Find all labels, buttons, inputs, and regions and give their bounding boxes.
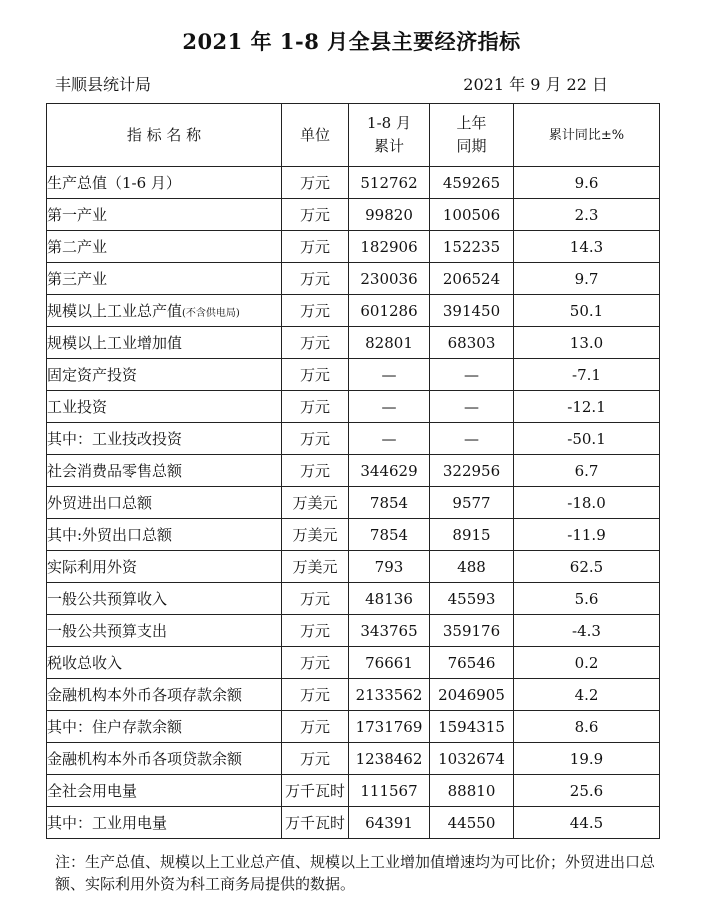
row-unit: 万元 bbox=[282, 615, 349, 647]
row-name: 第一产业 bbox=[47, 199, 282, 231]
row-cumulative: 76661 bbox=[349, 647, 430, 679]
row-name: 固定资产投资 bbox=[47, 359, 282, 391]
row-previous: 391450 bbox=[430, 295, 514, 327]
row-yoy: 13.0 bbox=[514, 327, 660, 359]
row-yoy: 14.3 bbox=[514, 231, 660, 263]
row-yoy: 2.3 bbox=[514, 199, 660, 231]
row-cumulative: 64391 bbox=[349, 807, 430, 839]
row-cumulative: 601286 bbox=[349, 295, 430, 327]
row-name: 第三产业 bbox=[47, 263, 282, 295]
row-unit: 万元 bbox=[282, 263, 349, 295]
row-previous: 206524 bbox=[430, 263, 514, 295]
table-header-row bbox=[47, 104, 660, 167]
row-previous: 88810 bbox=[430, 775, 514, 807]
table-row bbox=[47, 423, 660, 455]
row-yoy: 4.2 bbox=[514, 679, 660, 711]
row-yoy: 19.9 bbox=[514, 743, 660, 775]
row-unit: 万元 bbox=[282, 455, 349, 487]
header-unit: 单位 bbox=[282, 104, 349, 167]
table-row bbox=[47, 615, 660, 647]
row-yoy: 9.6 bbox=[514, 167, 660, 199]
header-previous-year bbox=[430, 104, 514, 167]
header-cumulative-line2: 累计 bbox=[373, 137, 404, 155]
row-cumulative: — bbox=[349, 391, 430, 423]
row-unit: 万元 bbox=[282, 231, 349, 263]
row-name: 其中：工业用电量 bbox=[47, 807, 282, 839]
table-row bbox=[47, 327, 660, 359]
row-name: 规模以上工业增加值 bbox=[47, 327, 282, 359]
row-previous: 459265 bbox=[430, 167, 514, 199]
row-cumulative: 1238462 bbox=[349, 743, 430, 775]
row-name: 其中：住户存款余额 bbox=[47, 711, 282, 743]
row-unit: 万元 bbox=[282, 583, 349, 615]
row-cumulative: 111567 bbox=[349, 775, 430, 807]
row-unit: 万元 bbox=[282, 647, 349, 679]
row-cumulative: 182906 bbox=[349, 231, 430, 263]
indicator-table bbox=[46, 103, 660, 839]
header-previous-line1: 上年 bbox=[456, 114, 487, 132]
row-unit: 万元 bbox=[282, 327, 349, 359]
row-unit: 万元 bbox=[282, 167, 349, 199]
row-unit: 万元 bbox=[282, 743, 349, 775]
row-previous: 1032674 bbox=[430, 743, 514, 775]
row-yoy: -4.3 bbox=[514, 615, 660, 647]
row-previous: 76546 bbox=[430, 647, 514, 679]
table-row bbox=[47, 743, 660, 775]
row-previous: 9577 bbox=[430, 487, 514, 519]
table-row bbox=[47, 295, 660, 327]
row-cumulative: 7854 bbox=[349, 519, 430, 551]
row-previous: — bbox=[430, 359, 514, 391]
row-name: 社会消费品零售总额 bbox=[47, 455, 282, 487]
row-cumulative: 230036 bbox=[349, 263, 430, 295]
table-row bbox=[47, 455, 660, 487]
table-row bbox=[47, 583, 660, 615]
row-previous: 1594315 bbox=[430, 711, 514, 743]
row-unit: 万元 bbox=[282, 295, 349, 327]
row-cumulative: 343765 bbox=[349, 615, 430, 647]
table-row bbox=[47, 167, 660, 199]
row-name: 第二产业 bbox=[47, 231, 282, 263]
row-unit: 万元 bbox=[282, 679, 349, 711]
row-name: 外贸进出口总额 bbox=[47, 487, 282, 519]
row-name: 金融机构本外币各项贷款余额 bbox=[47, 743, 282, 775]
row-name: 金融机构本外币各项存款余额 bbox=[47, 679, 282, 711]
row-yoy: 5.6 bbox=[514, 583, 660, 615]
row-previous: 8915 bbox=[430, 519, 514, 551]
row-cumulative: 48136 bbox=[349, 583, 430, 615]
table-row bbox=[47, 487, 660, 519]
row-yoy: 62.5 bbox=[514, 551, 660, 583]
table-row bbox=[47, 391, 660, 423]
row-previous: — bbox=[430, 391, 514, 423]
table-row bbox=[47, 263, 660, 295]
table-row bbox=[47, 551, 660, 583]
footnote: 注：生产总值、规模以上工业总产值、规模以上工业增加值增速均为可比价；外贸进出口总额、实际利用外资为科工商务局提供的数据。 bbox=[55, 853, 656, 893]
row-previous: 2046905 bbox=[430, 679, 514, 711]
row-previous: — bbox=[430, 423, 514, 455]
row-previous: 359176 bbox=[430, 615, 514, 647]
row-cumulative: 344629 bbox=[349, 455, 430, 487]
row-unit: 万美元 bbox=[282, 519, 349, 551]
table-row bbox=[47, 775, 660, 807]
row-name-cell bbox=[47, 295, 282, 327]
row-cumulative: — bbox=[349, 423, 430, 455]
table-row bbox=[47, 199, 660, 231]
table-row bbox=[47, 647, 660, 679]
row-cumulative: 82801 bbox=[349, 327, 430, 359]
row-cumulative: — bbox=[349, 359, 430, 391]
header-previous-line2: 同期 bbox=[456, 137, 487, 155]
row-cumulative: 793 bbox=[349, 551, 430, 583]
row-yoy: -12.1 bbox=[514, 391, 660, 423]
row-unit: 万元 bbox=[282, 423, 349, 455]
report-date: 2021 年 9 月 22 日 bbox=[463, 75, 608, 94]
table-row bbox=[47, 359, 660, 391]
row-unit: 万元 bbox=[282, 199, 349, 231]
row-unit: 万元 bbox=[282, 391, 349, 423]
row-unit: 万美元 bbox=[282, 487, 349, 519]
row-yoy: 44.5 bbox=[514, 807, 660, 839]
row-name: 其中：工业技改投资 bbox=[47, 423, 282, 455]
table-row bbox=[47, 679, 660, 711]
header-indicator-name: 指 标 名 称 bbox=[47, 104, 282, 167]
row-name-note: (不含供电局) bbox=[182, 308, 240, 319]
row-cumulative: 2133562 bbox=[349, 679, 430, 711]
header-cumulative bbox=[349, 104, 430, 167]
row-name: 其中:外贸出口总额 bbox=[47, 519, 282, 551]
row-unit: 万元 bbox=[282, 711, 349, 743]
table-row bbox=[47, 711, 660, 743]
row-previous: 45593 bbox=[430, 583, 514, 615]
row-yoy: -11.9 bbox=[514, 519, 660, 551]
row-name: 规模以上工业总产值 bbox=[47, 302, 183, 320]
row-cumulative: 512762 bbox=[349, 167, 430, 199]
table-row bbox=[47, 519, 660, 551]
row-name: 税收总收入 bbox=[47, 647, 282, 679]
header-yoy-change: 累计同比±% bbox=[514, 104, 660, 167]
row-unit: 万元 bbox=[282, 359, 349, 391]
row-previous: 44550 bbox=[430, 807, 514, 839]
row-name: 一般公共预算支出 bbox=[47, 615, 282, 647]
row-cumulative: 1731769 bbox=[349, 711, 430, 743]
row-yoy: -7.1 bbox=[514, 359, 660, 391]
row-unit: 万美元 bbox=[282, 551, 349, 583]
row-yoy: -50.1 bbox=[514, 423, 660, 455]
row-yoy: 9.7 bbox=[514, 263, 660, 295]
table-row bbox=[47, 807, 660, 839]
header-cumulative-line1: 1-8 月 bbox=[367, 114, 411, 132]
row-name: 生产总值（1-6 月） bbox=[47, 167, 282, 199]
row-name: 一般公共预算收入 bbox=[47, 583, 282, 615]
row-yoy: 0.2 bbox=[514, 647, 660, 679]
table-row bbox=[47, 231, 660, 263]
row-unit: 万千瓦时 bbox=[282, 807, 349, 839]
row-yoy: 25.6 bbox=[514, 775, 660, 807]
row-yoy: 8.6 bbox=[514, 711, 660, 743]
row-previous: 68303 bbox=[430, 327, 514, 359]
issuing-organization: 丰顺县统计局 bbox=[55, 75, 152, 94]
row-name: 工业投资 bbox=[47, 391, 282, 423]
page-title: 2021 年 1-8 月全县主要经济指标 bbox=[182, 29, 521, 54]
row-name: 全社会用电量 bbox=[47, 775, 282, 807]
row-previous: 100506 bbox=[430, 199, 514, 231]
row-yoy: 50.1 bbox=[514, 295, 660, 327]
row-yoy: -18.0 bbox=[514, 487, 660, 519]
row-yoy: 6.7 bbox=[514, 455, 660, 487]
row-cumulative: 99820 bbox=[349, 199, 430, 231]
row-previous: 322956 bbox=[430, 455, 514, 487]
row-previous: 152235 bbox=[430, 231, 514, 263]
row-unit: 万千瓦时 bbox=[282, 775, 349, 807]
row-cumulative: 7854 bbox=[349, 487, 430, 519]
row-previous: 488 bbox=[430, 551, 514, 583]
row-name: 实际利用外资 bbox=[47, 551, 282, 583]
